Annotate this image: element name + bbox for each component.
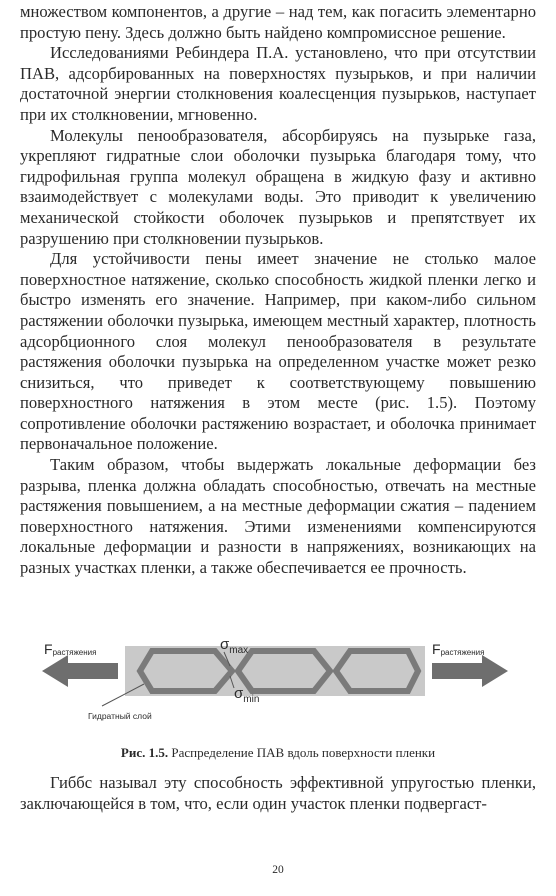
caption-label: Рис. 1.5.	[120, 745, 169, 760]
sigma-max-label: $\sigma_{max}$	[220, 638, 249, 656]
body-text-bottom	[20, 773, 536, 814]
paragraph-1: множеством компонентов, а другие – над тем, как погасить элементарно простую пену. Здесь должно быть найдено компромиссное решение.	[20, 2, 536, 42]
right-force-arrow	[432, 655, 508, 687]
force-left-label: Fрастяжения	[44, 641, 97, 657]
caption-text: Распределение ПАВ вдоль поверхности пленки	[168, 745, 436, 760]
figure-1-5	[40, 638, 510, 738]
figure-caption	[0, 745, 556, 761]
force-right-label: Fрастяжения	[432, 641, 485, 657]
surfactant-distribution-diagram	[40, 638, 510, 738]
page-number: 20	[272, 864, 284, 876]
paragraph-3: Молекулы пенообразователя, абсорбируясь на пузырьке газа, укрепляют гидратные слои оболочки пузырька благодаря тому, что гидрофильная группа молекул обращена в жидкую фазу и активно взаимодействует с молекулами воды. Это приводит к увеличению механической стойкости оболочек пузырьков и препятствует их разрушению при столкновении пузырьков.	[20, 125, 536, 248]
sigma-min-label: $\sigma_{min}$	[234, 685, 260, 705]
hydrate-layer-label: Гидратный слой	[88, 711, 152, 721]
left-force-arrow	[42, 655, 118, 687]
paragraph-2: Исследованиями Ребиндера П.А. установлено, что при отсутствии ПАВ, адсорбированных на поверхностях пузырьков, и при наличии достаточной энергии столкновения коалесценция пузырьков, наступает при их столкновении, мгновенно.	[20, 43, 536, 124]
paragraph-6: Гиббс называл эту способность эффективной упругостью пленки, заключающейся в том, что, если один участок пленки подвергаст-	[20, 773, 536, 813]
paragraph-5: Таким образом, чтобы выдержать локальные деформации без разрыва, пленка должна обладать способностью, отвечать на местные растяжения повышением, а на местные деформации сжатия – падением поверхностного натяжения. Этими изменениями компенсируются локальные деформации и разности в напряжениях, возникающих на разных участках пленки, а также обеспечивается ее прочность.	[20, 455, 536, 578]
body-text-top	[20, 2, 536, 579]
paragraph-4: Для устойчивости пены имеет значение не столько малое поверхностное натяжение, сколько способность жидкой пленки легко и быстро изменять его значение. Например, при каком-либо сильном растяжении оболочки пузырька, имеющем местный характер, плотность адсорбционного слоя молекул пенообразователя в результате растяжения оболочки пузырька на определенном участке может резко снизиться, что приведет к соответствующему повышению поверхностного натяжения в этом месте (рис. 1.5). Поэтому сопротивление оболочки растяжению возрастает, и оболочка принимает первоначальное положение.	[20, 249, 536, 454]
